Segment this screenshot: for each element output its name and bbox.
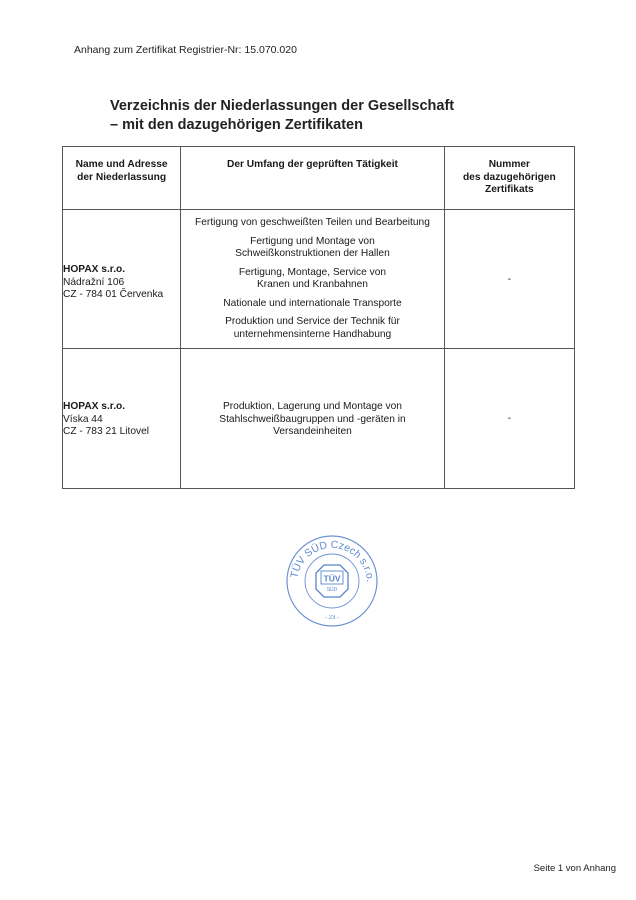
certificate-number-cell [444, 210, 574, 349]
header-name-line2: der Niederlassung [77, 171, 167, 183]
table-row [63, 210, 575, 349]
certificate-number-cell [444, 349, 574, 489]
header-name-address [63, 147, 181, 210]
branch-name: HOPAX s.r.o. [63, 401, 126, 412]
tuv-logo-text: TÜV [323, 573, 341, 584]
header-number-line3: Zertifikats [485, 184, 534, 195]
branch-city: CZ - 783 21 Litovel [63, 426, 150, 437]
header-number-line2: des dazugehörigen [462, 171, 556, 183]
header-name-line1: Name und Adresse [75, 159, 168, 170]
scope-item: Fertigung, Montage, Service von Kranen und Kranbahnen [238, 266, 387, 290]
header-scope [181, 147, 445, 210]
tuv-sud-stamp [285, 531, 379, 630]
stamp-ring-text: TÜV SÜD Czech s.r.o. [288, 538, 377, 583]
branch-scope-cell [181, 349, 445, 489]
header-certificate-number [444, 147, 574, 210]
scope-item: Nationale und internationale Transporte [223, 297, 402, 309]
table-row [63, 349, 575, 489]
branch-scope-cell [181, 210, 445, 349]
title-line-2: – mit den dazugehörigen Zertifikaten [110, 117, 363, 133]
certificate-registry-line: Anhang zum Zertifikat Registrier-Nr: 15.070.020 [74, 44, 297, 56]
scope-item: Produktion und Service der Technik für unternehmensinterne Handhabung [225, 316, 400, 340]
branch-address-cell [63, 210, 181, 349]
page-title [110, 97, 454, 135]
scope-item: Fertigung und Montage von Schweißkonstruktionen der Hallen [235, 235, 390, 259]
branches-table [62, 146, 575, 489]
certificate-number: - [507, 274, 512, 285]
branch-street: Nádražní 106 [63, 276, 125, 288]
stamp-number: - 23 - [324, 615, 340, 621]
branch-city: CZ - 784 01 Červenka [63, 289, 164, 300]
header-number-line1: Nummer [488, 159, 531, 170]
scope-item: Fertigung von geschweißten Teilen und Bearbeitung [195, 217, 430, 228]
sud-logo-text: SÜD [326, 587, 338, 593]
branch-name: HOPAX s.r.o. [63, 264, 126, 275]
title-line-1: Verzeichnis der Niederlassungen der Gesellschaft [110, 98, 455, 114]
scope-item: Produktion, Lagerung und Montage von Stahlschweißbaugruppen und -geräten in Versandeinheiten [219, 401, 406, 437]
certificate-number: - [507, 413, 512, 424]
table-header-row [63, 147, 575, 210]
branch-street: Vískа 44 [63, 413, 103, 425]
page-footer: Seite 1 von Anhang [533, 863, 616, 874]
header-scope-label: Der Umfang der geprüften Tätigkeit [226, 159, 398, 170]
branch-address-cell [63, 349, 181, 489]
